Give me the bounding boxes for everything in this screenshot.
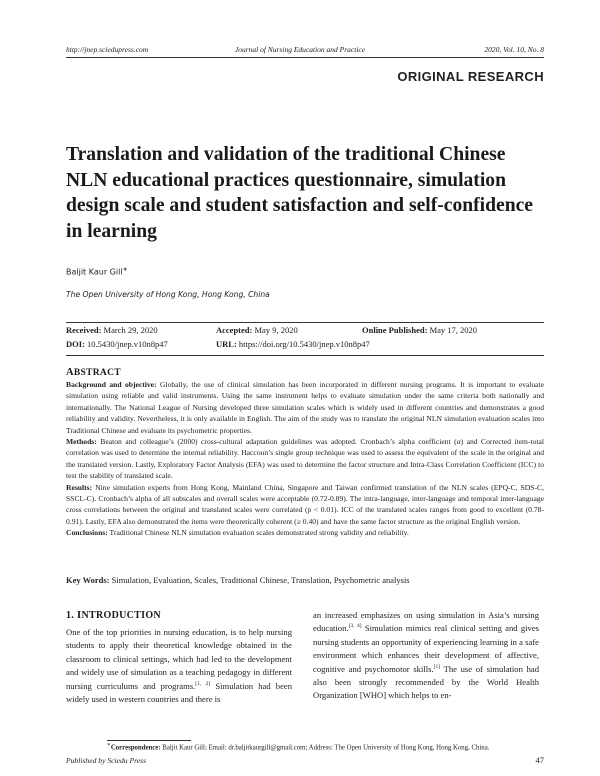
header-volume: 2020, Vol. 10, No. 8 (484, 45, 544, 54)
paper-title: Translation and validation of the traditional Chinese NLN educational practices questionnaire, simulation design scale and student satisfaction and self-confidence in learning (66, 144, 534, 242)
intro-right-text-b: Simulation mimics real clinical setting and gives nursing students an opportunity of experiencing learning in a safe environment which enhances their development of affective, cognitive and psychomotor skills. (313, 623, 539, 674)
received-date (66, 325, 158, 335)
header-journal-url: http://jnep.sciedupress.com (66, 45, 149, 54)
doi-value[interactable]: 10.5430/jnep.v10n8p47 (87, 339, 168, 349)
received-value: March 29, 2020 (103, 325, 158, 335)
correspondence-footnote (107, 742, 489, 751)
introduction-number: 1. (66, 610, 75, 621)
header-journal-name: Journal of Nursing Education and Practice (234, 45, 366, 54)
intro-left-text-a: One of the top priorities in nursing education, is to help nursing students to apply their theoretical knowledge obtained in the classroom to clinical settings, which had led to the development and widely use of simulation as a teaching pedagogy in different nursing curriculums and programs. (66, 627, 292, 691)
intro-left-text-b: Simulation had been widely used in western countries and there is (66, 680, 292, 705)
abstract-conclusions-text: Traditional Chinese NLN simulation evaluation scales demonstrated strong validity and reliability. (109, 528, 409, 538)
section-tag: ORIGINAL RESEARCH (397, 69, 544, 84)
abstract-methods-label: Methods: (66, 437, 97, 447)
abstract-background-text: Globally, the use of clinical simulation has been incorporated in different nursing programs. It is important to evaluate simulation using reliable and valid instruments. Using the same instrument helps to evaluate simulation under the same criteria both nationally and internationally. The National League of Nursing developed three simulation scales which is widely used in different countries and demonstrates a good reliability and validity. Nevertheless, it is only available in English. The aim of the study was to translate the original NLN simulation evaluation scales into Traditional Chinese and evaluate its psychometric properties. (66, 380, 545, 435)
published-value: May 17, 2020 (429, 325, 478, 335)
abstract-body (66, 379, 544, 539)
meta-rule-top (66, 322, 544, 323)
accepted-value: May 9, 2020 (254, 325, 298, 335)
footer-publisher: Published by Sciedu Press (66, 756, 147, 765)
citation-ref[interactable]: [1] (433, 663, 441, 670)
introduction-left-column (66, 626, 292, 706)
published-date (362, 325, 477, 335)
url-link[interactable]: https://doi.org/10.5430/jnep.v10n8p47 (238, 339, 370, 349)
url-label: URL: (216, 339, 237, 349)
author-mark: ∗ (122, 266, 128, 273)
published-label: Online Published: (362, 325, 428, 335)
author-name: Baljit Kaur Gill (66, 267, 123, 277)
introduction-heading-rest: NTRODUCTION (81, 610, 161, 621)
intro-right-text-a: an increased emphasizes on using simulation in Asia’s nursing education. (313, 610, 539, 634)
intro-right-text-c: The use of simulation had also been strongly recommended by the World Health Organization [WHO] which helps to en- (313, 663, 539, 701)
abstract-methods-text: Beaton and colleague’s (2000) cross-cultural adaptation guidelines was adopted. Cronbach’s alpha coefficient (α) and Corrected item-total correlation was used to determine the internal reliability. Haccoun’s single group technique was used to assess the equivalent of the scale in the original and the translated version. Lastly, Exploratory Factor Analysis (EFA) was used to determine the factor structure and Intra-Class Correlation Coefficient (ICC) to test the stability of translated scale. (66, 437, 544, 481)
keywords-label: Key Words: (66, 575, 110, 585)
affiliation: The Open University of Hong Kong, Hong Kong, China (66, 290, 270, 299)
footnote-text: Baljit Kaur Gill; Email: dr.baljitkaurgill@gmail.com; Address: The Open University of Hong Kong, Hong Kong, China. (162, 744, 490, 752)
citation-ref[interactable]: [1, 2] (195, 680, 211, 687)
doi-line (66, 339, 168, 349)
meta-rule-bottom (66, 355, 544, 356)
accepted-label: Accepted: (216, 325, 253, 335)
abstract-background (66, 379, 544, 436)
footnote-label: Correspondence: (110, 744, 161, 752)
keywords-text: Simulation, Evaluation, Scales, Traditional Chinese, Translation, Psychometric analysis (111, 575, 410, 585)
abstract-results-text: Nine simulation experts from Hong Kong, Mainland China, Singapore and Taiwan confirmed translation of the NLN scales (EPQ-C, SDS-C, SSCL-C). Cronbach’s alpha of all subscales and overall scales were acceptable (0.72-0.89). The intra-language, inter-language and temporal inter-language cross correlations between the original and translated scales were correlated (p < 0.01). ICC of the translated scales ranges from good to excellent (0.78-0.91). Lastly, EFA also demonstrated the items were theoretically coherent (≥ 0.40) and have the same factor structure as the original English version. (66, 482, 544, 526)
footnote-mark: ∗ (107, 742, 111, 748)
citation-ref[interactable]: [3, 4] (348, 623, 362, 630)
abstract-results (66, 482, 544, 528)
received-label: Received: (66, 325, 102, 335)
footnote-rule (107, 740, 191, 741)
author-line (66, 266, 128, 277)
abstract-results-label: Results: (66, 482, 93, 492)
introduction-heading (66, 609, 161, 621)
header-rule (66, 57, 544, 58)
accepted-date (216, 325, 298, 335)
introduction-right-column (313, 609, 539, 703)
url-line (216, 339, 370, 349)
abstract-background-label: Background and objective: (66, 380, 157, 389)
page-number: 47 (535, 755, 544, 765)
abstract-conclusions (66, 527, 544, 538)
abstract-heading (66, 367, 121, 378)
doi-label: DOI: (66, 339, 85, 349)
keywords (66, 575, 544, 585)
abstract-methods (66, 436, 544, 482)
abstract-conclusions-label: Conclusions: (66, 528, 108, 538)
introduction-heading-cap: I (76, 609, 82, 621)
abstract-heading-rest: BSTRACT (73, 368, 121, 378)
abstract-heading-cap: A (66, 367, 74, 378)
